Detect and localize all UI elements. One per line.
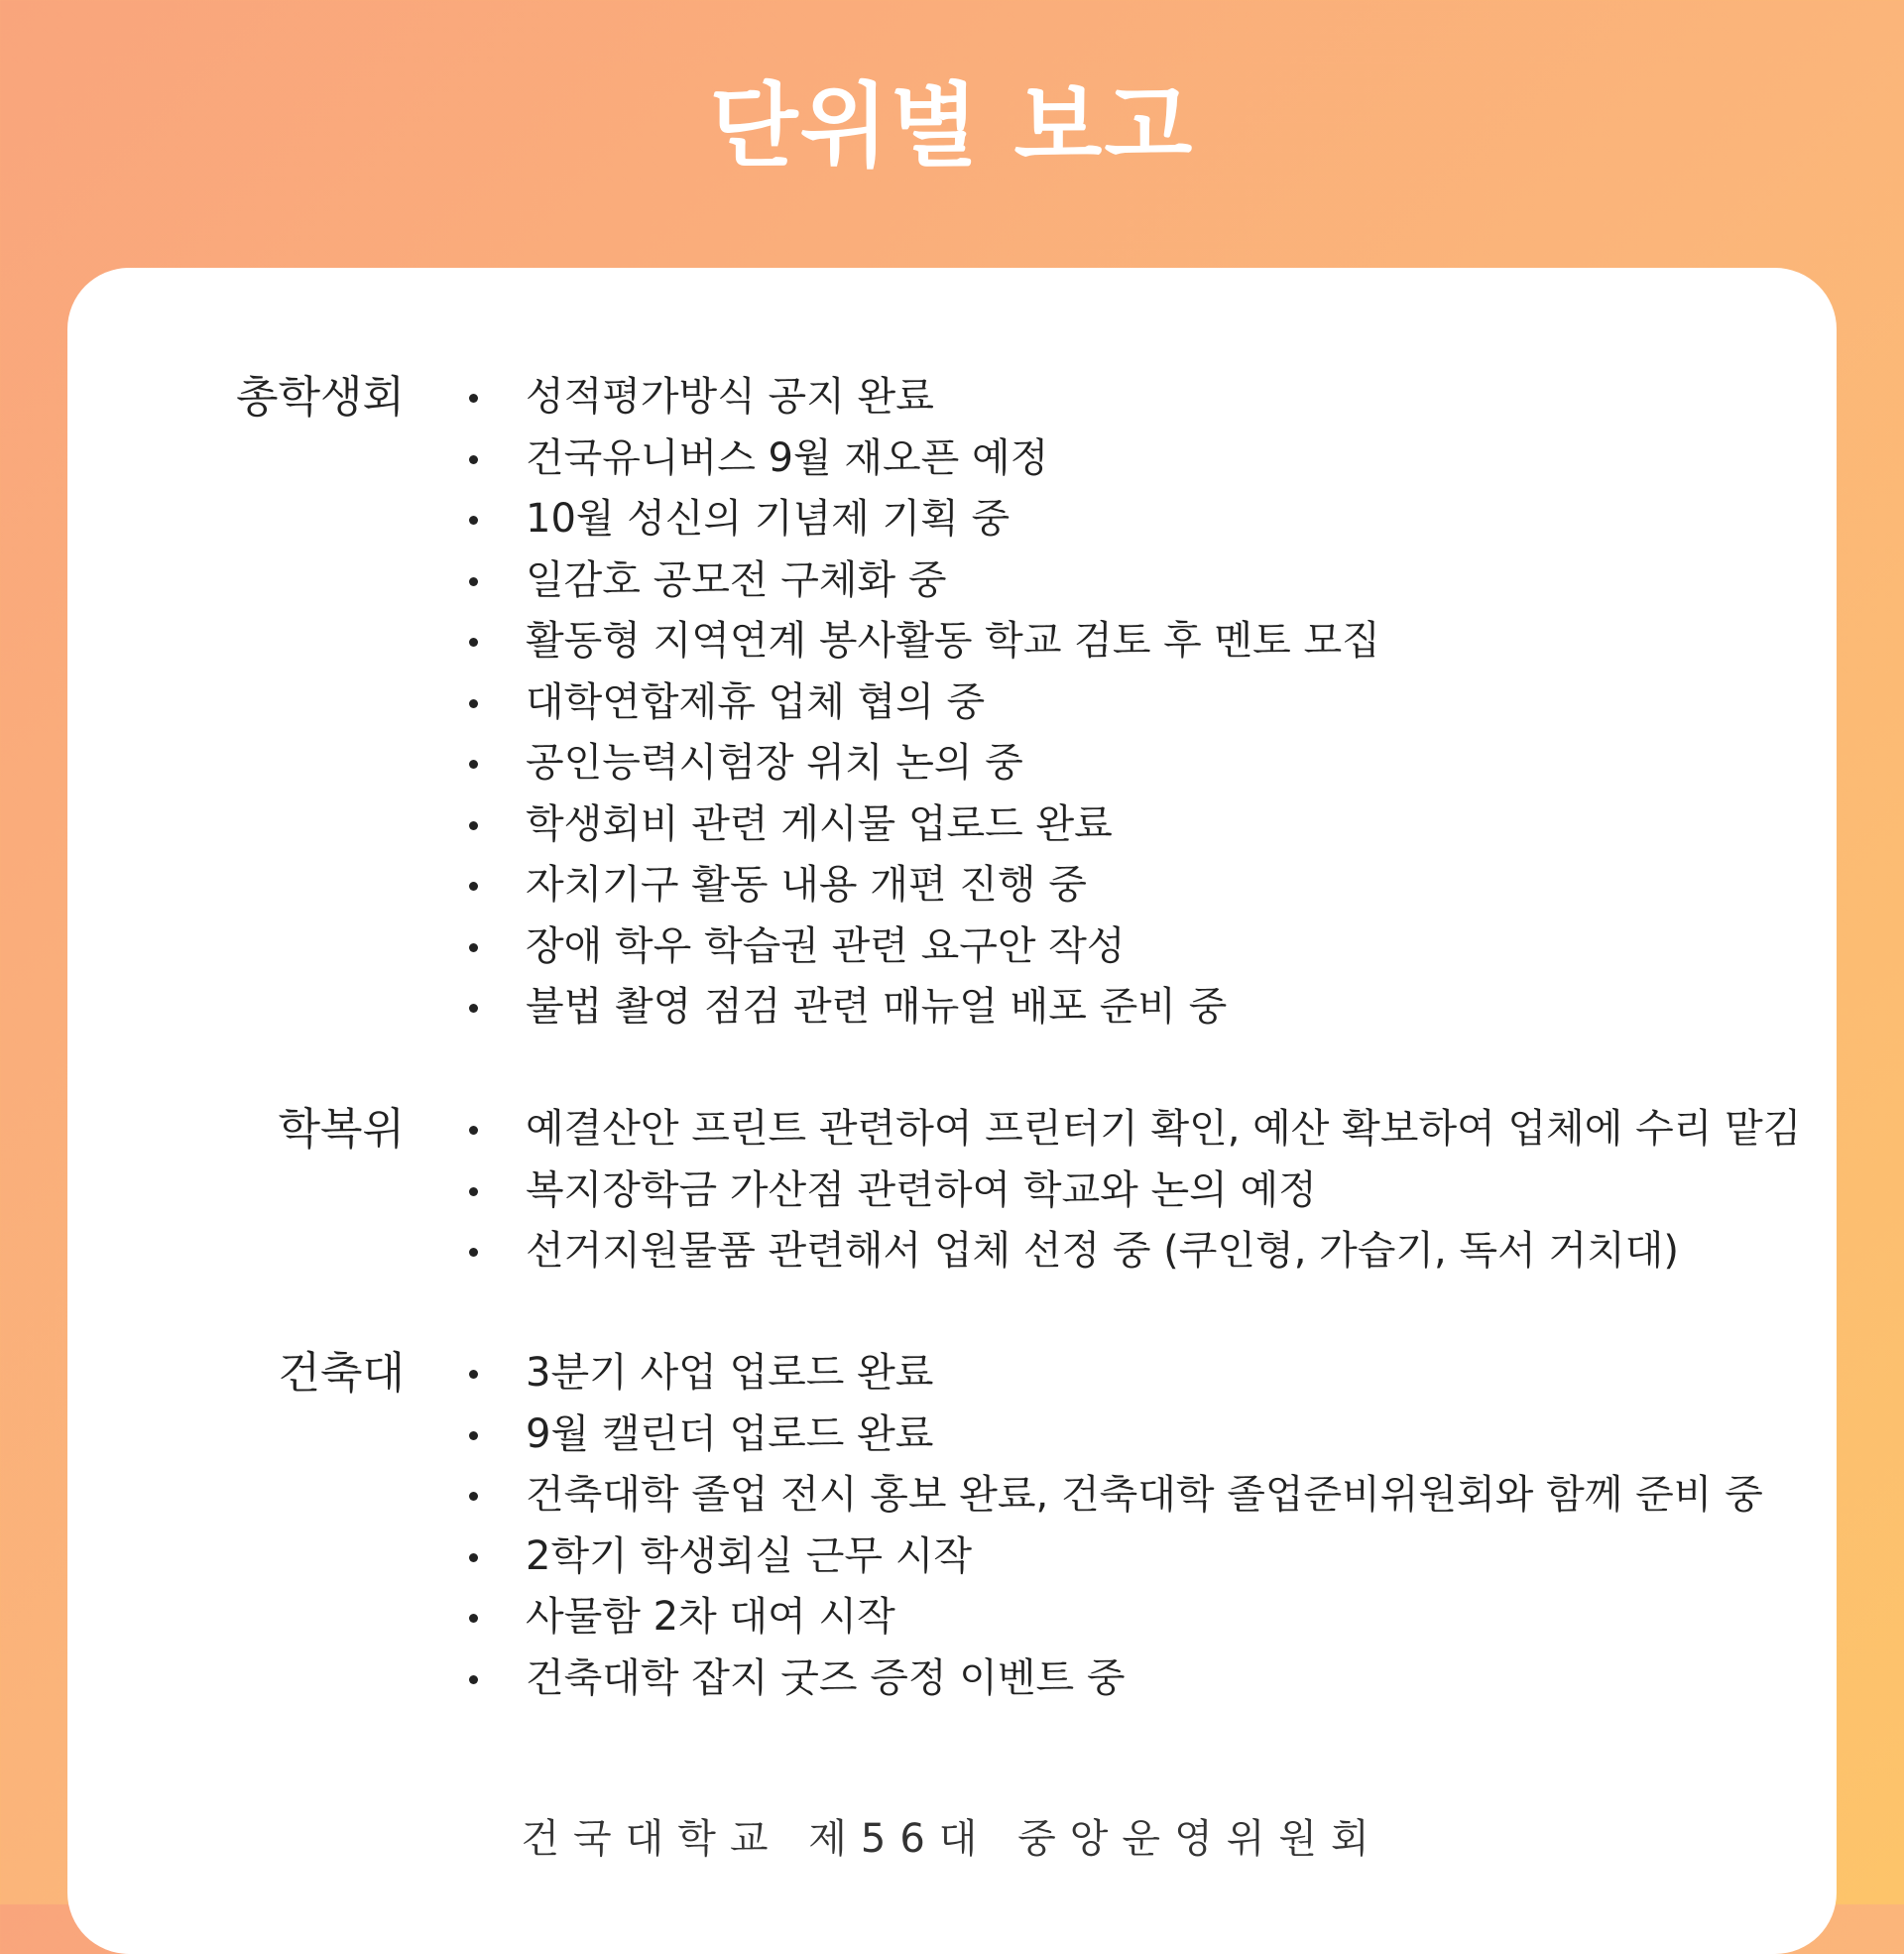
list-item: 자치기구 활동 내용 개편 진행 중: [456, 855, 1380, 916]
item-list: [456, 1099, 1801, 1282]
list-item: 일감호 공모전 구체화 중: [456, 550, 1380, 612]
section-label: 총학생회: [235, 372, 405, 423]
list-item: 예결산안 프린트 관련하여 프린터기 확인, 예산 확보하여 업체에 수리 맡김: [456, 1099, 1801, 1160]
list-item: 건국유니버스 9월 재오픈 예정: [456, 428, 1380, 490]
list-item: 2학기 학생회실 근무 시작: [456, 1527, 1763, 1588]
list-item: 활동형 지역연계 봉사활동 학교 검토 후 멘토 모집: [456, 611, 1380, 672]
list-item: 학생회비 관련 게시물 업로드 완료: [456, 794, 1380, 856]
list-item: 3분기 사업 업로드 완료: [456, 1343, 1763, 1404]
page-title: 단위별 보고: [709, 73, 1195, 180]
list-item: 건축대학 졸업 전시 홍보 완료, 건축대학 졸업준비위원회와 함께 준비 중: [456, 1465, 1763, 1527]
report-card: [67, 268, 1837, 1954]
list-item: 성적평가방식 공지 완료: [456, 367, 1380, 428]
list-item: 선거지원물품 관련해서 업체 선정 중 (쿠인형, 가습기, 독서 거치대): [456, 1221, 1801, 1282]
item-list: [456, 367, 1380, 1038]
list-item: 사물함 2차 대여 시작: [456, 1587, 1763, 1649]
list-item: 복지장학금 가산점 관련하여 학교와 논의 예정: [456, 1160, 1801, 1222]
section-label: 건축대: [278, 1348, 405, 1399]
list-item: 대학연합제휴 업체 협의 중: [456, 672, 1380, 734]
list-item: 불법 촬영 점검 관련 매뉴얼 배포 준비 중: [456, 977, 1380, 1038]
list-item: 장애 학우 학습권 관련 요구안 작성: [456, 916, 1380, 978]
list-item: 10월 성신의 기념제 기획 중: [456, 489, 1380, 550]
list-item: 건축대학 잡지 굿즈 증정 이벤트 중: [456, 1649, 1763, 1710]
list-item: 9월 캘린더 업로드 완료: [456, 1404, 1763, 1466]
footer-organization: 건국대학교 제56대 중앙운영위원회: [521, 1816, 1383, 1862]
section-label: 학복위: [278, 1104, 405, 1155]
list-item: 공인능력시험장 위치 논의 중: [456, 733, 1380, 794]
item-list: [456, 1343, 1763, 1709]
